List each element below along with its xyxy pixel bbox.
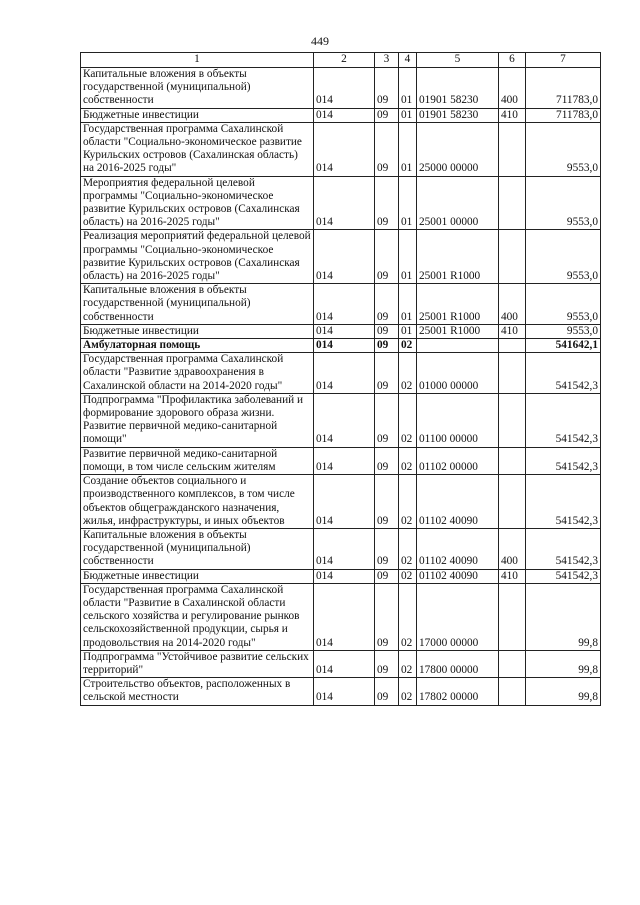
row-subsection: 01 bbox=[399, 284, 417, 325]
row-subsection: 01 bbox=[399, 68, 417, 109]
header-col-6: 6 bbox=[499, 53, 526, 68]
page-number: 449 bbox=[311, 34, 329, 48]
row-ministry-code: 014 bbox=[314, 678, 375, 705]
row-subsection: 02 bbox=[399, 528, 417, 569]
row-target-code: 01102 40090 bbox=[417, 475, 499, 529]
row-expense-type bbox=[499, 176, 526, 230]
row-expense-type: 410 bbox=[499, 324, 526, 338]
row-subsection: 02 bbox=[399, 447, 417, 474]
row-amount: 711783,0 bbox=[526, 108, 601, 122]
table-row bbox=[81, 447, 601, 474]
header-col-7: 7 bbox=[526, 53, 601, 68]
row-target-code: 17802 00000 bbox=[417, 678, 499, 705]
row-target-code: 25001 R1000 bbox=[417, 284, 499, 325]
header-col-2: 2 bbox=[314, 53, 375, 68]
row-target-code: 01901 58230 bbox=[417, 108, 499, 122]
row-name: Амбулаторная помощь bbox=[81, 339, 314, 353]
row-amount: 9553,0 bbox=[526, 324, 601, 338]
row-name: Подпрограмма "Устойчивое развитие сельских территорий" bbox=[81, 650, 314, 677]
row-expense-type bbox=[499, 583, 526, 650]
row-amount: 9553,0 bbox=[526, 176, 601, 230]
row-subsection: 02 bbox=[399, 475, 417, 529]
table-row bbox=[81, 339, 601, 353]
row-name: Государственная программа Сахалинской области "Развитие здравоохранения в Сахалинской области на 2014-2020 годы" bbox=[81, 353, 314, 394]
row-section: 09 bbox=[375, 230, 399, 284]
row-name: Государственная программа Сахалинской области "Развитие в Сахалинской области сельского хозяйства и регулирование рынков сельскохозяйственной продукции, сырья и продовольствия на 2014-2020 годы" bbox=[81, 583, 314, 650]
row-ministry-code: 014 bbox=[314, 475, 375, 529]
row-section: 09 bbox=[375, 122, 399, 176]
row-target-code: 01901 58230 bbox=[417, 68, 499, 109]
row-ministry-code: 014 bbox=[314, 176, 375, 230]
row-subsection: 01 bbox=[399, 176, 417, 230]
table-row bbox=[81, 650, 601, 677]
row-expense-type bbox=[499, 353, 526, 394]
row-amount: 99,8 bbox=[526, 583, 601, 650]
row-subsection: 02 bbox=[399, 393, 417, 447]
row-ministry-code: 014 bbox=[314, 583, 375, 650]
row-name: Бюджетные инвестиции bbox=[81, 108, 314, 122]
row-target-code: 01102 00000 bbox=[417, 447, 499, 474]
table-row bbox=[81, 122, 601, 176]
table-row bbox=[81, 68, 601, 109]
row-ministry-code: 014 bbox=[314, 569, 375, 583]
row-subsection: 02 bbox=[399, 678, 417, 705]
table-row bbox=[81, 353, 601, 394]
row-section: 09 bbox=[375, 393, 399, 447]
row-section: 09 bbox=[375, 569, 399, 583]
row-section: 09 bbox=[375, 339, 399, 353]
row-ministry-code: 014 bbox=[314, 528, 375, 569]
row-amount: 541642,1 bbox=[526, 339, 601, 353]
row-expense-type: 400 bbox=[499, 528, 526, 569]
row-amount: 541542,3 bbox=[526, 569, 601, 583]
row-expense-type bbox=[499, 230, 526, 284]
row-name: Развитие первичной медико-санитарной помощи, в том числе сельским жителям bbox=[81, 447, 314, 474]
row-section: 09 bbox=[375, 176, 399, 230]
row-section: 09 bbox=[375, 284, 399, 325]
row-ministry-code: 014 bbox=[314, 324, 375, 338]
row-section: 09 bbox=[375, 353, 399, 394]
header-col-1: 1 bbox=[81, 53, 314, 68]
row-target-code: 25000 00000 bbox=[417, 122, 499, 176]
row-section: 09 bbox=[375, 108, 399, 122]
row-amount: 541542,3 bbox=[526, 393, 601, 447]
row-amount: 711783,0 bbox=[526, 68, 601, 109]
row-subsection: 02 bbox=[399, 339, 417, 353]
row-section: 09 bbox=[375, 68, 399, 109]
row-subsection: 01 bbox=[399, 108, 417, 122]
row-subsection: 02 bbox=[399, 650, 417, 677]
row-name: Реализация мероприятий федеральной целевой программы "Социально-экономическое развитие Курильских островов (Сахалинская область) на 2016-2025 годы" bbox=[81, 230, 314, 284]
row-name: Капитальные вложения в объекты государственной (муниципальной) собственности bbox=[81, 284, 314, 325]
row-expense-type bbox=[499, 678, 526, 705]
row-amount: 541542,3 bbox=[526, 353, 601, 394]
row-subsection: 02 bbox=[399, 583, 417, 650]
row-ministry-code: 014 bbox=[314, 650, 375, 677]
row-name: Бюджетные инвестиции bbox=[81, 569, 314, 583]
row-expense-type: 410 bbox=[499, 108, 526, 122]
row-target-code: 01100 00000 bbox=[417, 393, 499, 447]
row-subsection: 02 bbox=[399, 569, 417, 583]
row-ministry-code: 014 bbox=[314, 68, 375, 109]
row-ministry-code: 014 bbox=[314, 284, 375, 325]
row-amount: 541542,3 bbox=[526, 528, 601, 569]
row-name: Мероприятия федеральной целевой программы "Социально-экономическое развитие Курильских островов (Сахалинская область) на 2016-2025 годы" bbox=[81, 176, 314, 230]
table-row bbox=[81, 324, 601, 338]
row-section: 09 bbox=[375, 475, 399, 529]
table-row bbox=[81, 108, 601, 122]
table-row bbox=[81, 176, 601, 230]
row-section: 09 bbox=[375, 447, 399, 474]
row-amount: 541542,3 bbox=[526, 447, 601, 474]
row-amount: 99,8 bbox=[526, 678, 601, 705]
row-name: Подпрограмма "Профилактика заболеваний и формирование здорового образа жизни. Развитие первичной медико-санитарной помощи" bbox=[81, 393, 314, 447]
table-row bbox=[81, 475, 601, 529]
row-section: 09 bbox=[375, 650, 399, 677]
row-amount: 541542,3 bbox=[526, 475, 601, 529]
row-section: 09 bbox=[375, 324, 399, 338]
row-target-code: 17000 00000 bbox=[417, 583, 499, 650]
header-col-5: 5 bbox=[417, 53, 499, 68]
row-target-code: 01102 40090 bbox=[417, 528, 499, 569]
budget-table bbox=[80, 52, 601, 706]
row-amount: 99,8 bbox=[526, 650, 601, 677]
row-target-code: 01000 00000 bbox=[417, 353, 499, 394]
row-ministry-code: 014 bbox=[314, 230, 375, 284]
table-row bbox=[81, 678, 601, 705]
row-name: Бюджетные инвестиции bbox=[81, 324, 314, 338]
row-target-code: 17800 00000 bbox=[417, 650, 499, 677]
row-name: Капитальные вложения в объекты государственной (муниципальной) собственности bbox=[81, 528, 314, 569]
row-expense-type: 400 bbox=[499, 284, 526, 325]
row-expense-type bbox=[499, 475, 526, 529]
row-subsection: 02 bbox=[399, 353, 417, 394]
row-subsection: 01 bbox=[399, 122, 417, 176]
row-name: Государственная программа Сахалинской области "Социально-экономическое развитие Курильских островов (Сахалинская область) на 2016-2025 годы" bbox=[81, 122, 314, 176]
row-expense-type: 410 bbox=[499, 569, 526, 583]
row-name: Капитальные вложения в объекты государственной (муниципальной) собственности bbox=[81, 68, 314, 109]
row-ministry-code: 014 bbox=[314, 108, 375, 122]
row-ministry-code: 014 bbox=[314, 122, 375, 176]
row-expense-type bbox=[499, 339, 526, 353]
row-subsection: 01 bbox=[399, 230, 417, 284]
row-ministry-code: 014 bbox=[314, 353, 375, 394]
row-subsection: 01 bbox=[399, 324, 417, 338]
table-row bbox=[81, 583, 601, 650]
row-section: 09 bbox=[375, 528, 399, 569]
row-expense-type bbox=[499, 650, 526, 677]
header-col-3: 3 bbox=[375, 53, 399, 68]
row-amount: 9553,0 bbox=[526, 122, 601, 176]
table-row bbox=[81, 284, 601, 325]
row-target-code bbox=[417, 339, 499, 353]
row-expense-type bbox=[499, 122, 526, 176]
header-col-4: 4 bbox=[399, 53, 417, 68]
row-name: Создание объектов социального и производственного комплексов, в том числе объектов общегражданского назначения, жилья, инфраструктуры, и иных объектов bbox=[81, 475, 314, 529]
row-expense-type bbox=[499, 393, 526, 447]
row-expense-type bbox=[499, 447, 526, 474]
row-amount: 9553,0 bbox=[526, 284, 601, 325]
row-ministry-code: 014 bbox=[314, 447, 375, 474]
row-ministry-code: 014 bbox=[314, 339, 375, 353]
row-target-code: 25001 R1000 bbox=[417, 230, 499, 284]
table-row bbox=[81, 569, 601, 583]
row-amount: 9553,0 bbox=[526, 230, 601, 284]
table-row bbox=[81, 393, 601, 447]
row-section: 09 bbox=[375, 583, 399, 650]
row-target-code: 01102 40090 bbox=[417, 569, 499, 583]
row-name: Строительство объектов, расположенных в сельской местности bbox=[81, 678, 314, 705]
table-row bbox=[81, 230, 601, 284]
row-expense-type: 400 bbox=[499, 68, 526, 109]
row-target-code: 25001 R1000 bbox=[417, 324, 499, 338]
row-ministry-code: 014 bbox=[314, 393, 375, 447]
table-row bbox=[81, 528, 601, 569]
row-section: 09 bbox=[375, 678, 399, 705]
row-target-code: 25001 00000 bbox=[417, 176, 499, 230]
header-row bbox=[81, 53, 601, 68]
